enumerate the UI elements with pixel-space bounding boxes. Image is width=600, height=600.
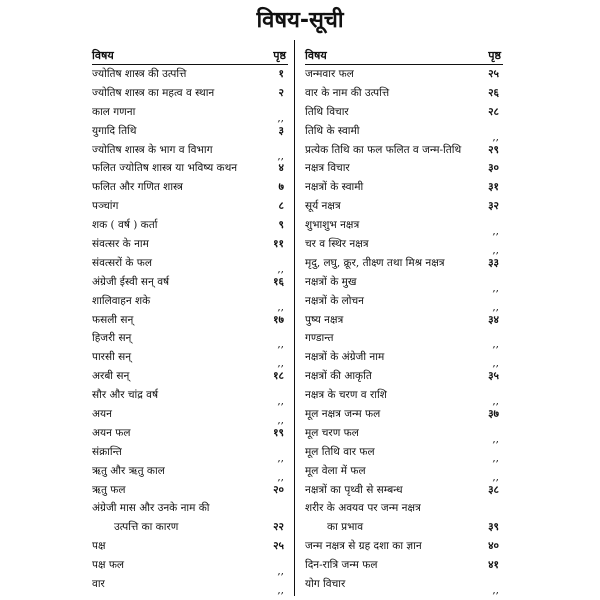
toc-entry-topic: शक ( वर्ष ) कर्ता xyxy=(92,219,158,232)
toc-entry-page: ३० xyxy=(488,162,499,175)
toc-entry-page: ,, xyxy=(277,111,284,124)
toc-entry xyxy=(92,197,288,216)
toc-entry-topic: काल गणना xyxy=(92,105,136,118)
toc-entry xyxy=(305,481,503,500)
toc-entry xyxy=(305,84,503,103)
toc-entry-page: ४१ xyxy=(488,559,499,572)
toc-entry xyxy=(92,424,288,443)
toc-entry xyxy=(92,311,288,330)
toc-entry-page: २२ xyxy=(273,521,284,534)
header-subject: विषय xyxy=(305,49,327,62)
toc-entry-topic: नक्षत्र के चरण व राशि xyxy=(305,389,387,402)
toc-entry-topic: संवत्सरों के फल xyxy=(92,256,153,269)
toc-entry xyxy=(92,386,288,408)
toc-entry-topic: अयन xyxy=(92,408,112,421)
toc-entry-topic: शालिवाहन शके xyxy=(92,294,151,307)
toc-entry-page: ३९ xyxy=(488,521,499,534)
toc-entry xyxy=(305,273,503,292)
toc-entry-topic: गण्डान्त xyxy=(305,332,334,345)
toc-entry xyxy=(305,159,503,178)
toc-entry-page: ,, xyxy=(492,130,499,143)
header-subject: विषय xyxy=(92,49,114,62)
toc-entry-page: ,, xyxy=(277,357,284,370)
toc-entry-topic: का प्रभाव xyxy=(327,521,364,534)
toc-entry-page: ,, xyxy=(492,451,499,464)
toc-entry-page: ९ xyxy=(278,219,284,232)
toc-entry xyxy=(305,537,503,556)
toc-entry-topic: प्रत्येक तिथि का फल फलित व जन्म-तिथि xyxy=(305,143,462,156)
toc-entry xyxy=(305,216,503,238)
toc-entry-page: ,, xyxy=(492,244,499,257)
toc-entry-topic: अंग्रेजी मास और उनके नाम की xyxy=(92,502,210,515)
toc-entry-topic: नक्षत्र विचार xyxy=(305,162,350,175)
toc-entry-topic: तिथि के स्वामी xyxy=(305,124,360,137)
toc-entry-topic: मृदु, लघु, क्रूर, तीक्ष्ण तथा मिश्र नक्षत्र xyxy=(305,256,445,269)
toc-entry-page: ,, xyxy=(277,262,284,275)
toc-entry-topic: ज्योतिष शास्त्र का महत्व व स्थान xyxy=(92,86,215,99)
toc-entry-topic: नक्षत्रों की आकृति xyxy=(305,370,372,383)
toc-entry-topic: पक्ष xyxy=(92,540,106,553)
toc-entry xyxy=(305,197,503,216)
toc-entry xyxy=(92,292,288,311)
toc-entry xyxy=(92,141,288,160)
toc-entry-page: ,, xyxy=(492,470,499,483)
toc-entry-page: ,, xyxy=(277,149,284,162)
toc-entry xyxy=(92,462,288,481)
toc-entry-page: ,, xyxy=(277,395,284,408)
toc-entry-page: १९ xyxy=(273,426,284,439)
toc-entry-page: ३३ xyxy=(488,256,499,269)
toc-entry-page: ,, xyxy=(277,451,284,464)
toc-entry xyxy=(92,273,288,292)
toc-entry xyxy=(305,178,503,197)
toc-entry-topic: फसली सन् xyxy=(92,313,134,326)
column-divider xyxy=(294,40,295,596)
toc-entry xyxy=(305,235,503,257)
toc-entry xyxy=(92,537,288,556)
toc-entry xyxy=(92,348,288,370)
toc-entry-topic: अयन फल xyxy=(92,426,131,439)
toc-entry-topic: दिन-रात्रि जन्म फल xyxy=(305,559,378,572)
toc-entry-page: २ xyxy=(278,86,284,99)
toc-entry xyxy=(305,556,503,575)
toc-entry xyxy=(305,122,503,141)
toc-entry-page: ,, xyxy=(277,338,284,351)
toc-entry xyxy=(305,141,503,160)
toc-column-left xyxy=(92,44,288,597)
toc-entry xyxy=(92,367,288,386)
toc-entry xyxy=(305,518,503,537)
toc-entry-page: ३८ xyxy=(488,483,499,496)
toc-entry-page: ,, xyxy=(277,565,284,578)
toc-entry-page: ,, xyxy=(492,584,499,597)
toc-entry-topic: उत्पत्ति का कारण xyxy=(114,521,179,534)
toc-entry-page: ,, xyxy=(492,338,499,351)
toc-entry xyxy=(92,254,288,273)
toc-entry-topic: अरबी सन् xyxy=(92,370,130,383)
toc-entry-topic: चर व स्थिर नक्षत्र xyxy=(305,238,369,251)
toc-entry-topic: नक्षत्रों के अंग्रेजी नाम xyxy=(305,351,385,364)
toc-entry xyxy=(305,348,503,370)
toc-entry-page: १७ xyxy=(273,313,284,326)
toc-entry-topic: वार के नाम की उत्पत्ति xyxy=(305,86,390,99)
toc-entry-topic: मूल नक्षत्र जन्म फल xyxy=(305,408,381,421)
toc-entry xyxy=(92,122,288,141)
toc-entry-page: ३ xyxy=(278,124,284,137)
toc-entry xyxy=(305,443,503,462)
toc-entry xyxy=(92,84,288,103)
toc-entry-topic: जन्म नक्षत्र से ग्रह दशा का ज्ञान xyxy=(305,540,422,553)
toc-entry-page: ३१ xyxy=(488,181,499,194)
toc-entry-topic: ऋतु फल xyxy=(92,483,126,496)
toc-entry-page: २८ xyxy=(488,105,499,118)
toc-entry-topic: फलित और गणित शास्त्र xyxy=(92,181,183,194)
toc-entry xyxy=(92,556,288,578)
toc-entry xyxy=(92,481,288,500)
page-title: विषय-सूची xyxy=(256,8,344,33)
toc-entry-page: ७ xyxy=(278,181,284,194)
toc-entry-topic: पञ्चांग xyxy=(92,200,119,213)
toc-entry-page: ४ xyxy=(278,162,284,175)
toc-entry xyxy=(305,499,503,518)
toc-entry-topic: अंग्रेजी ईस्वी सन् वर्ष xyxy=(92,275,170,288)
toc-entry-page: २६ xyxy=(488,86,499,99)
toc-entry xyxy=(92,159,288,178)
toc-entry-page: ,, xyxy=(277,584,284,597)
toc-entry-topic: नक्षत्रों के स्वामी xyxy=(305,181,364,194)
toc-entry xyxy=(305,292,503,311)
toc-entry-topic: तिथि विचार xyxy=(305,105,349,118)
toc-entry-page: ,, xyxy=(277,470,284,483)
toc-entry-page: ,, xyxy=(492,225,499,238)
toc-entry-page: ,, xyxy=(277,414,284,427)
toc-column-right xyxy=(305,44,503,597)
toc-entry xyxy=(92,443,288,462)
toc-entry-page: १८ xyxy=(273,370,284,383)
toc-entry-page: ३७ xyxy=(488,408,499,421)
toc-entry-topic: वार xyxy=(92,578,105,591)
header-page: पृष्ठ xyxy=(273,49,286,62)
toc-entry xyxy=(92,65,288,84)
toc-entry-topic: नक्षत्रों के मुख xyxy=(305,275,357,288)
toc-entry xyxy=(305,575,503,597)
toc-entry-page: ८ xyxy=(278,200,284,213)
toc-entry-topic: ऋतु और ऋतु काल xyxy=(92,464,165,477)
toc-entry-topic: फलित ज्योतिष शास्त्र या भविष्य कथन xyxy=(92,162,238,175)
toc-entry-topic: पक्ष फल xyxy=(92,559,125,572)
toc-entry-page: ,, xyxy=(277,300,284,313)
toc-entry-topic: योग विचार xyxy=(305,578,346,591)
toc-entry-page: १ xyxy=(278,68,284,80)
toc-entry xyxy=(92,575,288,597)
toc-entry-page: ११ xyxy=(273,238,284,251)
toc-entry xyxy=(305,329,503,351)
toc-entry xyxy=(92,178,288,197)
toc-entry-topic: मूल चरण फल xyxy=(305,426,359,439)
toc-entry xyxy=(92,103,288,122)
toc-entry xyxy=(305,386,503,408)
toc-entry-topic: नक्षत्रों का पृथ्वी से सम्बन्ध xyxy=(305,483,403,496)
toc-entry-page: ,, xyxy=(492,357,499,370)
toc-entry-page: ३४ xyxy=(488,313,499,326)
toc-entry-page: २९ xyxy=(488,143,499,156)
toc-entry xyxy=(92,405,288,427)
toc-entry-page: ,, xyxy=(492,395,499,408)
toc-entry xyxy=(305,424,503,443)
toc-entry-topic: नक्षत्रों के लोचन xyxy=(305,294,364,307)
toc-entry-topic: संक्रान्ति xyxy=(92,445,122,458)
toc-entry xyxy=(92,499,288,518)
toc-entry-topic: शरीर के अवयव पर जन्म नक्षत्र xyxy=(305,502,421,515)
toc-entry-page: २० xyxy=(273,483,284,496)
toc-entry xyxy=(92,235,288,254)
toc-entry-topic: ज्योतिष शास्त्र की उत्पत्ति xyxy=(92,68,187,80)
toc-entry xyxy=(305,103,503,122)
toc-entry-page: ,, xyxy=(492,432,499,445)
column-header xyxy=(92,44,288,65)
toc-entry-page: ,, xyxy=(492,281,499,294)
toc-entry-topic: पारसी सन् xyxy=(92,351,132,364)
toc-entry xyxy=(305,405,503,424)
toc-entry xyxy=(305,65,503,84)
toc-entry-topic: सौर और चांद्र वर्ष xyxy=(92,389,159,402)
header-page: पृष्ठ xyxy=(488,49,501,62)
toc-entry-topic: संवत्सर के नाम xyxy=(92,238,149,251)
toc-entry-topic: मूल तिथि वार फल xyxy=(305,445,375,458)
toc-entry-topic: शुभाशुभ नक्षत्र xyxy=(305,219,360,232)
toc-entry xyxy=(92,329,288,351)
toc-entry-topic: मूल वेला में फल xyxy=(305,464,366,477)
toc-entry-topic: हिजरी सन् xyxy=(92,332,132,345)
toc-entry xyxy=(305,311,503,330)
toc-entry-topic: युगादि तिथि xyxy=(92,124,137,137)
toc-entry-page: १६ xyxy=(273,275,284,288)
toc-entry xyxy=(92,518,288,537)
toc-entry-topic: पुष्य नक्षत्र xyxy=(305,313,344,326)
toc-entry-page: ,, xyxy=(492,300,499,313)
toc-entry-page: २५ xyxy=(273,540,284,553)
column-header xyxy=(305,44,503,65)
toc-entry xyxy=(305,367,503,386)
toc-entry-page: २५ xyxy=(488,68,499,80)
toc-entry xyxy=(305,254,503,273)
toc-entry-page: ३५ xyxy=(488,370,499,383)
toc-entry xyxy=(92,216,288,235)
toc-entry-page: ४० xyxy=(488,540,499,553)
toc-entry-topic: सूर्य नक्षत्र xyxy=(305,200,341,213)
toc-entry-topic: ज्योतिष शास्त्र के भाग व विभाग xyxy=(92,143,213,156)
toc-entry-topic: जन्मवार फल xyxy=(305,68,354,80)
toc-entry-page: ३२ xyxy=(488,200,499,213)
toc-entry xyxy=(305,462,503,481)
